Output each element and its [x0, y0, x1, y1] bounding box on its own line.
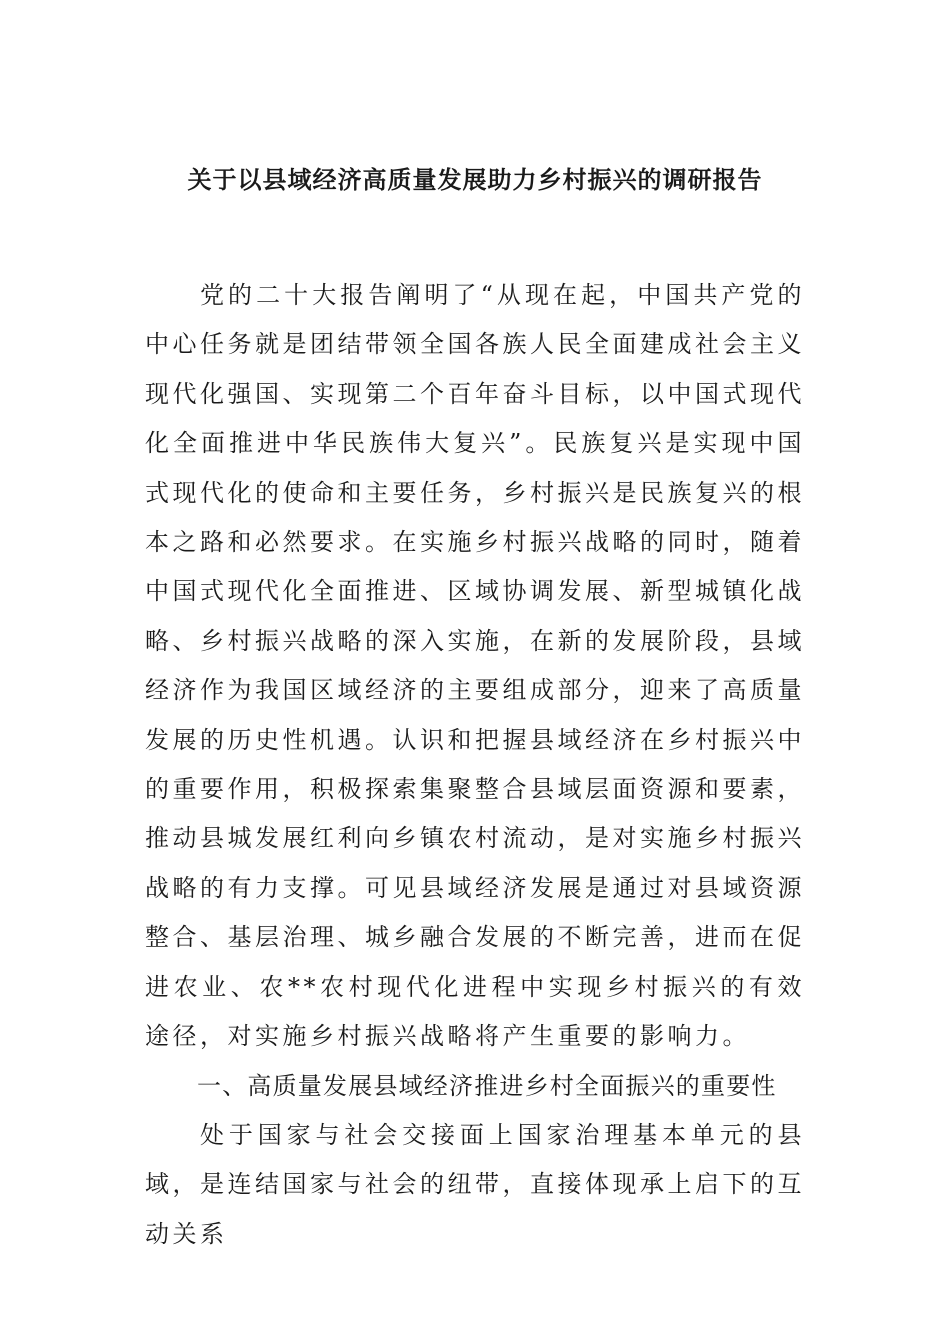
section-heading: 一、高质量发展县域经济推进乡村全面振兴的重要性: [197, 1071, 777, 1100]
document-title: 关于以县域经济高质量发展助力乡村振兴的调研报告: [187, 165, 763, 194]
document-body: [145, 271, 805, 1259]
intro-paragraph: 党的二十大报告阐明了“从现在起，中国共产党的中心任务就是团结带领全国各族人民全面建成社会主义现代化强国、实现第二个百年奋斗目标，以中国式现代化全面推进中华民族伟大复兴”。民族复兴是实现中国式现代化的使命和主要任务，乡村振兴是民族复兴的根本之路和必然要求。在实施乡村振兴战略的同时，随着中国式现代化全面推进、区域协调发展、新型城镇化战略、乡村振兴战略的深入实施，在新的发展阶段，县域经济作为我国区域经济的主要组成部分，迎来了高质量发展的历史性机遇。认识和把握县域经济在乡村振兴中的重要作用，积极探索集聚整合县域层面资源和要素，推动县城发展红利向乡镇农村流动，是对实施乡村振兴战略的有力支撑。可见县域经济发展是通过对县域资源整合、基层治理、城乡融合发展的不断完善，进而在促进农业、农**农村现代化进程中实现乡村振兴的有效途径，对实施乡村振兴战略将产生重要的影响力。: [145, 281, 805, 1051]
section-paragraph: 处于国家与社会交接面上国家治理基本单元的县域，是连结国家与社会的纽带，直接体现承上启下的互动关系: [145, 1120, 805, 1248]
